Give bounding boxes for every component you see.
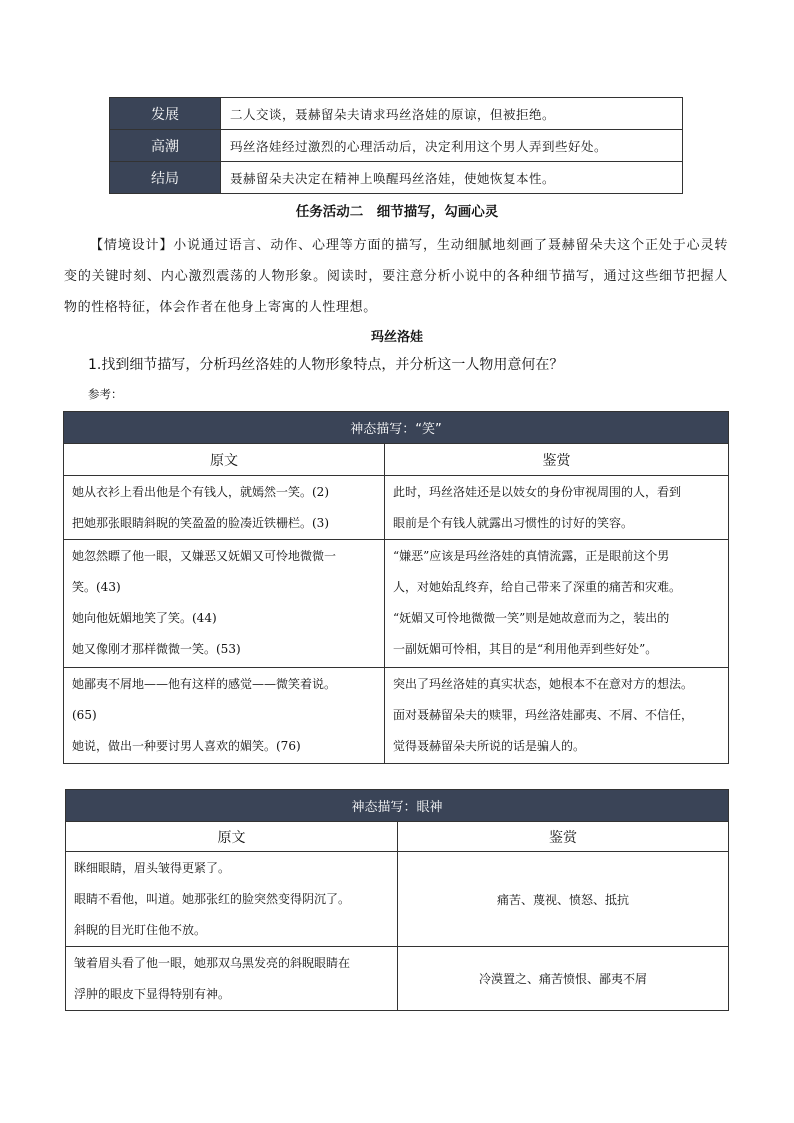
text-line: 眯细眼睛，眉头皱得更紧了。 <box>74 861 231 875</box>
gaze-analysis-table <box>65 789 729 1011</box>
table-row <box>66 947 729 1011</box>
reference-label: 参考： <box>88 387 123 401</box>
original-cell <box>64 476 385 540</box>
text-line: 此时，玛丝洛娃还是以妓女的身份审视周围的人，看到 <box>393 485 682 499</box>
text-line: “妩媚又可怜地微微一笑”则是她故意而为之，装出的 <box>393 611 670 625</box>
text-line: 把她那张眼睛斜睨的笑盈盈的脸凑近铁栅栏。(3) <box>72 516 329 530</box>
text-line: 笑。(43) <box>72 580 121 594</box>
section-subtitle: 玛丝洛娃 <box>370 330 423 345</box>
appreciation-cell: 冷漠置之、痛苦愤恨、鄙夷不屑 <box>398 947 729 1011</box>
original-cell <box>66 947 398 1011</box>
original-cell <box>64 668 385 764</box>
text-line: 眼前是个有钱人就露出习惯性的讨好的笑容。 <box>393 516 634 530</box>
column-header-original: 原文 <box>66 822 398 852</box>
original-cell <box>64 540 385 668</box>
text-line: 她又像刚才那样微微一笑。(53) <box>72 642 241 656</box>
plot-stage-table <box>109 97 683 194</box>
text-line: 面对聂赫留朵夫的赎罪，玛丝洛娃鄙夷、不屑、不信任， <box>393 708 694 722</box>
text-line: “嫌恶”应该是玛丝洛娃的真情流露，正是眼前这个男 <box>393 549 670 563</box>
text-line: 她说，做出一种要讨男人喜欢的媚笑。(76) <box>72 739 301 753</box>
stage-label: 高潮 <box>110 130 221 162</box>
text-line: 她鄙夷不屑地——他有这样的感觉——微笑着说。 <box>72 677 337 691</box>
table-row <box>110 98 683 130</box>
table-row <box>64 540 729 668</box>
table-row <box>110 130 683 162</box>
column-header-original: 原文 <box>64 444 385 476</box>
text-line: 一副妩媚可怜相，其目的是“利用他弄到些好处”。 <box>393 642 658 656</box>
appreciation-cell <box>385 668 729 764</box>
text-line: 眼睛不看他，叫道。她那张红的脸突然变得阴沉了。 <box>74 892 351 906</box>
table-row <box>64 668 729 764</box>
table-row <box>66 852 729 947</box>
scenario-paragraph: 【情境设计】小说通过语言、动作、心理等方面的描写，生动细腻地刻画了聂赫留朵夫这个正处于心灵转变的关键时刻、内心激烈震荡的人物形象。阅读时，要注意分析小说中的各种细节描写，通过这些细节把握人物的性格特征，体会作者在他身上寄寓的人性理想。 <box>64 238 728 315</box>
text-line: 斜睨的目光盯住他不放。 <box>74 923 207 937</box>
table-header: 神态描写：“笑” <box>64 412 729 444</box>
original-cell <box>66 852 398 947</box>
appreciation-cell <box>385 476 729 540</box>
text-line: 她向他妩媚地笑了笑。(44) <box>72 611 217 625</box>
text-line: 突出了玛丝洛娃的真实状态，她根本不在意对方的想法。 <box>393 677 694 691</box>
stage-label: 发展 <box>110 98 221 130</box>
text-line: 浮肿的眼皮下显得特别有神。 <box>74 987 231 1001</box>
text-line: (65) <box>72 708 97 722</box>
stage-text: 聂赫留朵夫决定在精神上唤醒玛丝洛娃，使她恢复本性。 <box>221 162 683 194</box>
question-text: 1.找到细节描写，分析玛丝洛娃的人物形象特点，并分析这一人物用意何在？ <box>88 357 564 373</box>
text-line: 觉得聂赫留朵夫所说的话是骗人的。 <box>393 739 586 753</box>
stage-text: 玛丝洛娃经过激烈的心理活动后，决定利用这个男人弄到些好处。 <box>221 130 683 162</box>
text-line: 她从衣衫上看出他是个有钱人，就嫣然一笑。(2) <box>72 485 329 499</box>
text-line: 她忽然瞟了他一眼，又嫌恶又妩媚又可怜地微微一 <box>72 549 337 563</box>
table-row <box>64 476 729 540</box>
smile-analysis-table <box>63 411 729 764</box>
stage-text: 二人交谈，聂赫留朵夫请求玛丝洛娃的原谅，但被拒绝。 <box>221 98 683 130</box>
appreciation-cell: 痛苦、蔑视、愤怒、抵抗 <box>398 852 729 947</box>
table-header: 神态描写：眼神 <box>66 790 729 822</box>
table-row <box>110 162 683 194</box>
text-line: 人，对她始乱终弃，给自己带来了深重的痛苦和灾难。 <box>393 580 682 594</box>
column-header-appreciation: 鉴赏 <box>385 444 729 476</box>
task-title: 任务活动二 细节描写，勾画心灵 <box>295 204 499 220</box>
text-line: 皱着眉头看了他一眼，她那双乌黑发亮的斜睨眼睛在 <box>74 956 351 970</box>
stage-label: 结局 <box>110 162 221 194</box>
column-header-appreciation: 鉴赏 <box>398 822 729 852</box>
appreciation-cell <box>385 540 729 668</box>
